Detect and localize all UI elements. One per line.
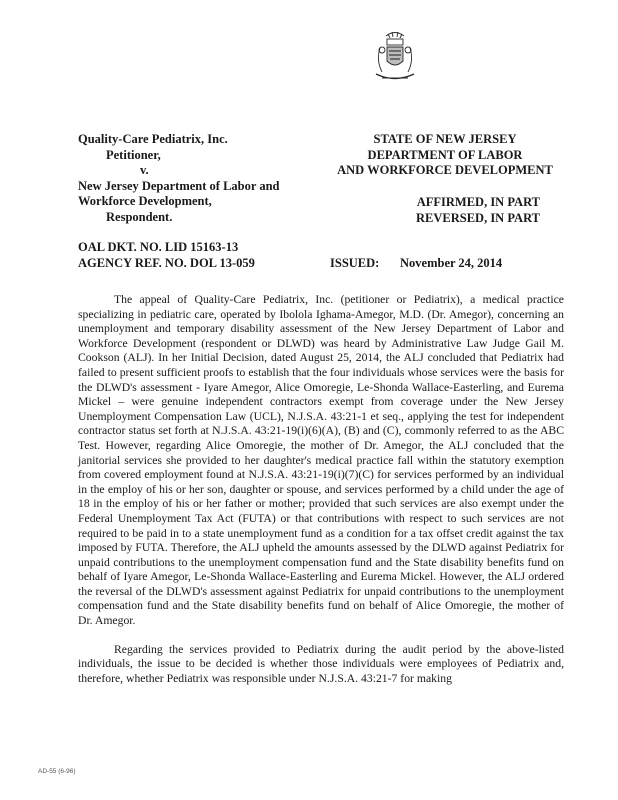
- disposition-block: [400, 195, 540, 226]
- petitioner-name: Quality-Care Pediatrix, Inc.: [78, 132, 228, 146]
- petitioner-role: Petitioner,: [106, 147, 161, 162]
- body-paragraph-1: The appeal of Quality-Care Pediatrix, Inc. (petitioner or Pediatrix), a medical practice specializing in pediatric care, operated by Ibolola Ighama-Amegor, M.D. (Dr. Amegor), concerning an unemployment and temporary disability assessment of the New Jersey Department of Labor and Workforce Development (respondent or DLWD) was heard by Administrative Law Judge Gail M. Cookson (ALJ). In her Initial Decision, dated August 25, 2014, the ALJ concluded that Pediatrix had failed to present sufficient proofs to establish that the four individuals whose services were the basis for the DLWD's assessment - Iyare Amegor, Alice Omoregie, Le-Shonda Wallace-Easterling, and Eurema Mickel – were genuine independent contractors exempt from coverage under the New Jersey Unemployment Compensation Law (UCL), N.J.S.A. 43:21-1 et seq., applying the test for independent contractor status set forth at N.J.S.A. 43:21-19(i)(6)(A), (B) and (C), commonly referred to as the ABC Test. However, regarding Alice Omoregie, the mother of Dr. Amegor, the ALJ concluded that the janitorial services she provided to her daughter's medical practice fall within the statutory exemption from covered employment found at N.J.S.A. 43:21-19(i)(7)(C) for services performed by an individual in the employ of his or her son, daughter or spouse, and services performed by a child under the age of 18 in the employ of his or her father or mother; provided that such services are also exempt under the Federal Unemployment Tax Act (FUTA) or that contributions with respect to such services are not required to be paid in to a state unemployment fund as a condition for a tax offset credit against the tax imposed by FUTA. Therefore, the ALJ upheld the amounts assessed by the DLWD against Pediatrix for unpaid contributions to the unemployment compensation fund and the State disability benefits fund on behalf of Iyare Amegor, Le-Shonda Wallace-Easterling and Eurema Mickel. However, the ALJ ordered the reversal of the DLWD's assessment against Pediatrix for unpaid contributions to the unemployment compensation fund and the State disability benefits fund on behalf of Alice Omoregie, the mother of Dr. Amegor.: [78, 293, 564, 628]
- agency-reference-number: AGENCY REF. NO. DOL 13-059: [78, 255, 255, 270]
- issued-label: ISSUED:: [330, 256, 380, 270]
- respondent-name-line2: Workforce Development,: [78, 194, 212, 208]
- state-seal-icon: [372, 30, 418, 82]
- disposition-line2: REVERSED, IN PART: [416, 210, 540, 225]
- oal-docket-number: OAL DKT. NO. LID 15163-13: [78, 240, 239, 254]
- body-paragraph-2: Regarding the services provided to Pediatrix during the audit period by the above-listed individuals, the issue to be decided is whether those individuals were employees of Pediatrix and, therefore, whether Pediatrix was responsible under N.J.S.A. 43:21-7 for making: [78, 642, 564, 685]
- form-code: AD-55 (6-96): [38, 768, 76, 775]
- decision-body: [78, 293, 564, 686]
- respondent-role: Respondent.: [106, 209, 173, 224]
- respondent-name-line1: New Jersey Department of Labor and: [78, 178, 280, 193]
- docket-block: [78, 240, 308, 271]
- agency-line1: STATE OF NEW JERSEY: [373, 132, 517, 146]
- disposition-line1: AFFIRMED, IN PART: [416, 195, 540, 209]
- case-caption: [78, 132, 318, 225]
- issued-date: November 24, 2014: [400, 256, 503, 270]
- agency-line3: AND WORKFORCE DEVELOPMENT: [337, 163, 553, 177]
- agency-line2: DEPARTMENT OF LABOR: [367, 147, 523, 162]
- agency-heading: [330, 132, 560, 179]
- versus-label: v.: [140, 163, 149, 177]
